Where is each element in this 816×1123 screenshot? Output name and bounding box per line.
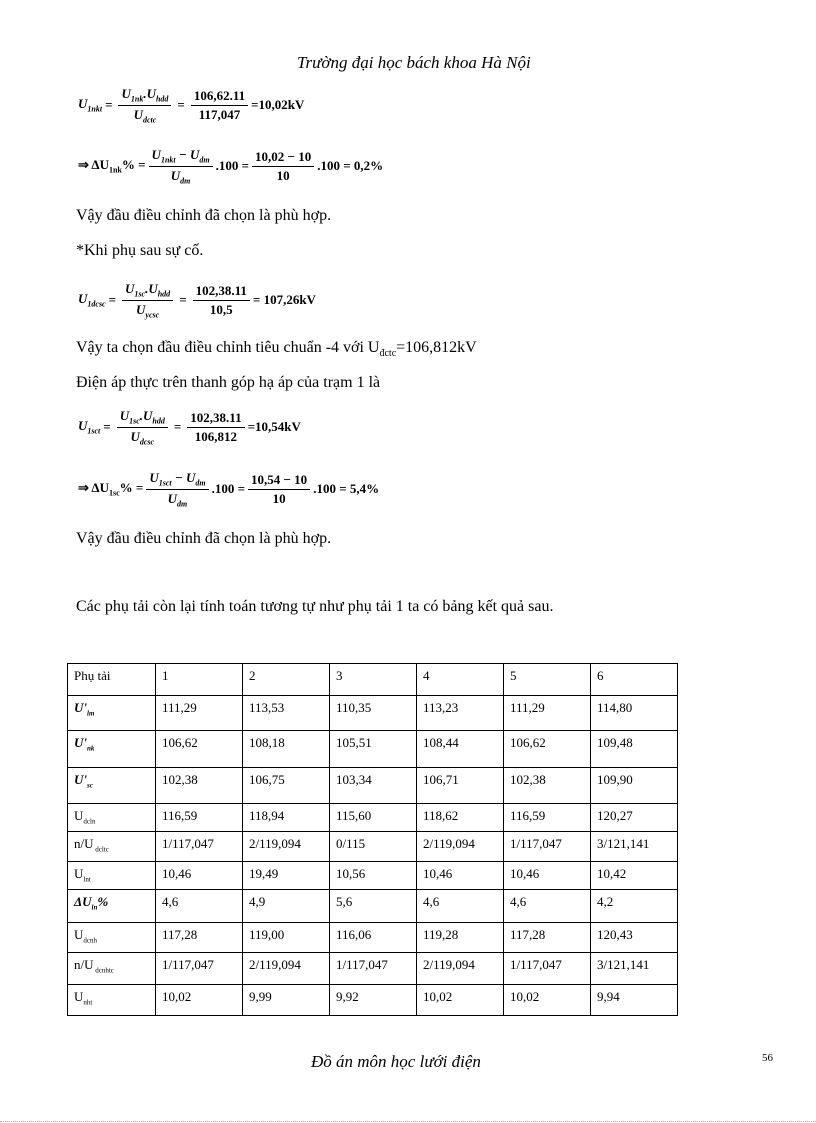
row-label: n/U $_{dcltc}$ [68,832,156,862]
table-cell: 106,71 [417,768,504,804]
table-cell: 119,28 [417,923,504,953]
table-cell: 111,29 [156,696,243,731]
table-cell: 115,60 [330,804,417,832]
table-cell: 5 [504,664,591,696]
equation-u1sct: $U_{1sct}$ = $\frac{U_{1sc}.U_{hdd}}{U_{dcsc}}$ = $\frac{102,38.11}{106,812}$ =10,54kV [78,408,301,447]
table-row [68,985,678,1016]
eq-lhs: $U_{1nkt}$ [78,96,103,114]
table-cell: 109,48 [591,731,678,768]
table-cell: 10,02 [504,985,591,1016]
row-label: n/U $_{dcnhtc}$ [68,953,156,985]
page-number: 56 [762,1052,773,1064]
table-cell: 4,9 [243,890,330,923]
table-row [68,664,678,696]
eq-fraction-symbolic: $\frac{U_{1nkt} - U_{dm}}{U_{dm}}$ [149,147,213,185]
equation-delta-u1nk: ⇒ $\Delta U_{1nk}\%$ = $\frac{U_{1nkt} - U_{dm}}{U_{dm}}$ .100 = $\frac{10,02 - 10}{10}$ .100 = 0,2% [78,147,384,186]
table-cell: 118,62 [417,804,504,832]
table-cell: 2 [243,664,330,696]
table-cell: 113,23 [417,696,504,731]
table-cell: 0/115 [330,832,417,862]
results-table [67,663,678,1016]
row-label: $U'_{lm}$ [68,696,156,731]
eq-lhs: $U_{1sct}$ [78,418,101,436]
table-cell: 105,51 [330,731,417,768]
page-bottom-rule [0,1121,816,1122]
table-cell: 1/117,047 [156,832,243,862]
table-cell: 106,62 [504,731,591,768]
table-row [68,731,678,768]
table-cell: 119,00 [243,923,330,953]
text-line: Vậy ta chọn đầu điều chỉnh tiêu chuẩn -4 với $U_{đctc}=106,812kV$ [76,339,477,360]
eq-result: .100 = 5,4% [313,481,380,497]
table-cell: 102,38 [504,768,591,804]
table-row [68,953,678,985]
row-label: $U'_{sc}$ [68,768,156,804]
table-cell: 120,27 [591,804,678,832]
table-cell: 10,02 [156,985,243,1016]
table-cell: 114,80 [591,696,678,731]
table-cell: 3 [330,664,417,696]
table-cell: 10,46 [156,862,243,890]
table-cell: 9,92 [330,985,417,1016]
table-row [68,832,678,862]
row-label: $U'_{nk}$ [68,731,156,768]
eq-result: =10,02kV [251,97,305,113]
equation-delta-u1sc: ⇒ $\Delta U_{1sc}\%$ = $\frac{U_{1sct} - U_{dm}}{U_{dm}}$ .100 = $\frac{10,54 - 10}{10}$ .100 = 5,4% [78,470,380,509]
row-label: $\Delta U_{ln}\%$ [68,890,156,923]
table-row [68,768,678,804]
table-cell: 116,59 [504,804,591,832]
page-footer: Đồ án môn học lưới điện [311,1052,481,1071]
equation-u1nkt: $U_{1nkt}$ = $\frac{U_{1nk}.U_{hdd}}{U_{dctc}}$ = $\frac{106,62.11}{117,047}$ =10,02kV [78,86,305,125]
table-cell: 113,53 [243,696,330,731]
table-cell: 117,28 [504,923,591,953]
eq-fraction-symbolic: $\frac{U_{1sc}.U_{hdd}}{U_{ycsc}}$ [122,281,173,319]
table-cell: 116,59 [156,804,243,832]
eq-fraction-values: $\frac{102,38.11}{10,5}$ [193,283,250,318]
table-cell: 2/119,094 [243,832,330,862]
table-cell: 4,2 [591,890,678,923]
table-cell: 19,49 [243,862,330,890]
table-cell: 110,35 [330,696,417,731]
eq-lhs: ⇒ $\Delta U_{1sc}\%$ = [78,480,144,498]
table-cell: 118,94 [243,804,330,832]
table-cell: 1 [156,664,243,696]
table-cell: 3/121,141 [591,953,678,985]
table-cell: 117,28 [156,923,243,953]
table-cell: 108,44 [417,731,504,768]
eq-lhs: $U_{1dcsc}$ [78,291,106,309]
table-cell: 10,02 [417,985,504,1016]
text-line: *Khi phụ sau sự cố. [76,242,204,259]
eq-fraction-values: $\frac{10,54 - 10}{10}$ [248,472,310,507]
table-cell: 2/119,094 [243,953,330,985]
eq-result: =10,54kV [247,419,301,435]
table-row [68,923,678,953]
page-header: Trường đại học bách khoa Hà Nội [297,53,531,72]
table-cell: 116,06 [330,923,417,953]
table-cell: 102,38 [156,768,243,804]
eq-fraction-symbolic: $\frac{U_{1sc}.U_{hdd}}{U_{dcsc}}$ [117,408,168,446]
table-cell: 106,75 [243,768,330,804]
table-cell: 5,6 [330,890,417,923]
table-cell: 1/117,047 [330,953,417,985]
row-label: $U_{lnt}$ [68,862,156,890]
table-cell: 120,43 [591,923,678,953]
table-row [68,804,678,832]
table-cell: 4,6 [504,890,591,923]
eq-lhs: ⇒ $\Delta U_{1nk}\%$ = [78,157,146,175]
table-cell: 4,6 [156,890,243,923]
table-cell: 1/117,047 [156,953,243,985]
table-cell: 2/119,094 [417,832,504,862]
table-cell: 10,42 [591,862,678,890]
eq-fraction-values: $\frac{102,38.11}{106,812}$ [187,410,244,445]
table-cell: 106,62 [156,731,243,768]
eq-fraction-symbolic: $\frac{U_{1sct} - U_{dm}}{U_{dm}}$ [146,470,208,508]
table-cell: 9,94 [591,985,678,1016]
equation-u1dcsc: $U_{1dcsc}$ = $\frac{U_{1sc}.U_{hdd}}{U_{ycsc}}$ = $\frac{102,38.11}{10,5}$ = 107,26kV [78,281,316,320]
table-cell: 109,90 [591,768,678,804]
table-cell: 6 [591,664,678,696]
table-row [68,862,678,890]
row-label: $U_{dcnh}$ [68,923,156,953]
text-line: Các phụ tải còn lại tính toán tương tự như phụ tải 1 ta có bảng kết quả sau. [76,598,554,615]
table-cell: 10,46 [417,862,504,890]
row-label: $U_{dcln}$ [68,804,156,832]
eq-fraction-symbolic: $\frac{U_{1nk}.U_{hdd}}{U_{dctc}}$ [118,86,171,124]
table-row [68,696,678,731]
table-cell: 4 [417,664,504,696]
table-cell: 2/119,094 [417,953,504,985]
table-cell: 10,46 [504,862,591,890]
table-cell: 3/121,141 [591,832,678,862]
eq-result: .100 = 0,2% [317,158,384,174]
row-label: Phụ tải [68,664,156,696]
eq-fraction-values: $\frac{106,62.11}{117,047}$ [191,88,248,123]
table-cell: 1/117,047 [504,832,591,862]
table-cell: 4,6 [417,890,504,923]
table-cell: 111,29 [504,696,591,731]
table-cell: 103,34 [330,768,417,804]
table-row [68,890,678,923]
eq-fraction-values: $\frac{10,02 - 10}{10}$ [252,149,314,184]
text-line: Vậy đầu điều chỉnh đã chọn là phù hợp. [76,530,332,547]
eq-result: = 107,26kV [252,292,316,308]
table-cell: 10,56 [330,862,417,890]
table-cell: 9,99 [243,985,330,1016]
table-cell: 108,18 [243,731,330,768]
text-line: Vậy đầu điều chỉnh đã chọn là phù hợp. [76,207,332,224]
table-cell: 1/117,047 [504,953,591,985]
text-line: Điện áp thực trên thanh góp hạ áp của trạm 1 là [76,374,381,391]
row-label: $U_{nht}$ [68,985,156,1016]
